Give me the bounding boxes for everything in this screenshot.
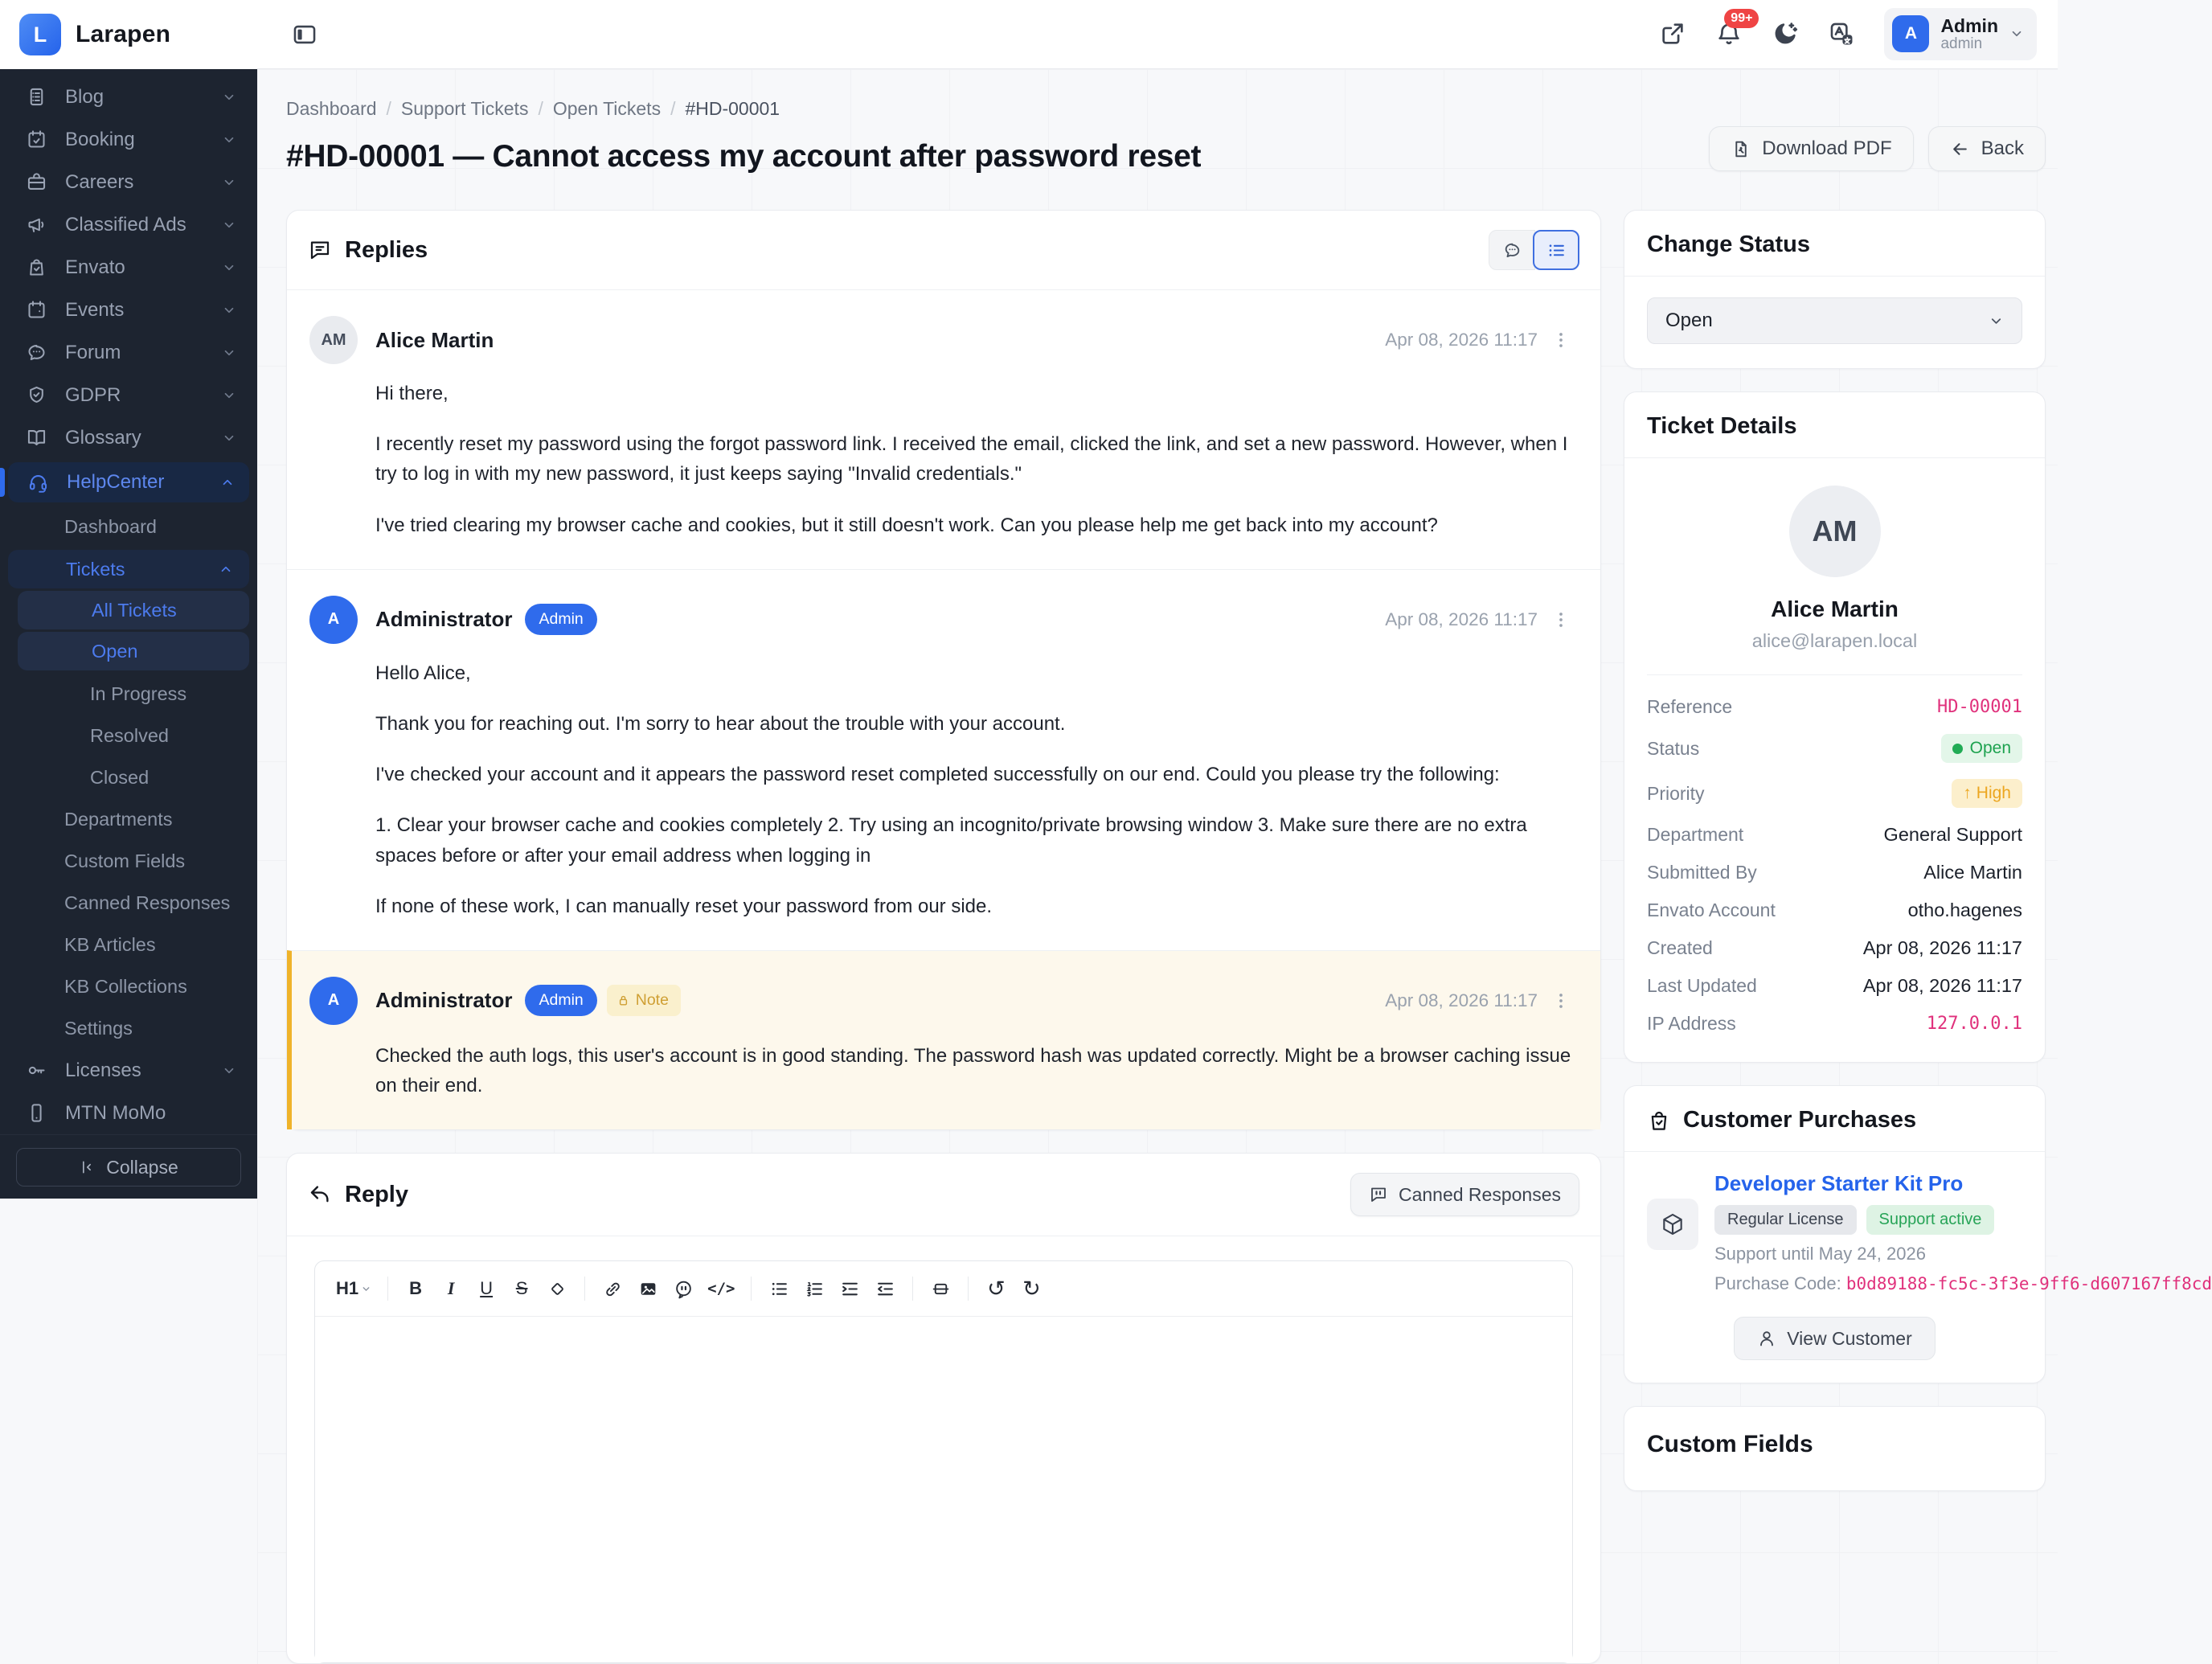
detail-row-ip-address: [1647, 1005, 2022, 1043]
main-column: [286, 210, 1601, 1664]
key-icon: [26, 1059, 47, 1081]
clear-format-button[interactable]: [539, 1271, 575, 1306]
toolbar-separator: [912, 1277, 913, 1301]
sidebar-item-label: Careers: [65, 170, 134, 193]
outdent-icon: [875, 1279, 895, 1299]
quote-button[interactable]: [666, 1271, 701, 1306]
briefcase-icon: [26, 171, 47, 193]
sidebar-item-resolved[interactable]: [0, 715, 257, 756]
chevron-down-icon: [2009, 27, 2024, 41]
bold-button[interactable]: B: [398, 1271, 433, 1306]
active-accent-bar: [0, 468, 5, 497]
underline-button[interactable]: U: [469, 1271, 504, 1306]
editor-toolbar: [315, 1261, 1572, 1317]
page-title: #HD-00001 — Cannot access my account after password reset: [286, 139, 1202, 174]
reply-meta: [1385, 609, 1571, 630]
sidebar-item-label: MTN MoMo: [65, 1101, 166, 1124]
sidebar-item-custom-fields[interactable]: [0, 840, 257, 882]
note-badge: [607, 985, 681, 1016]
sidebar-item-envato[interactable]: [0, 246, 257, 289]
detail-row-last-updated: [1647, 967, 2022, 1005]
sidebar-item-label: All Tickets: [92, 599, 177, 621]
toolbar-separator: [387, 1277, 388, 1301]
priority-badge-label: High: [1976, 784, 2011, 802]
book-open-icon: [26, 427, 47, 449]
arrow-up-icon: ↑: [1963, 784, 1972, 802]
purchase-code-label: Purchase Code:: [1714, 1273, 1841, 1293]
undo-button[interactable]: ↺: [978, 1271, 1014, 1306]
sidebar-toggle-button[interactable]: [291, 20, 320, 49]
toolbar-separator: [968, 1277, 969, 1301]
breadcrumb-dashboard[interactable]: Dashboard: [286, 98, 377, 119]
reply-date: Apr 08, 2026 11:17: [1385, 330, 1538, 350]
reply-body: [375, 379, 1571, 540]
sidebar-item-label: Closed: [90, 766, 150, 788]
purchase-code-row: [1714, 1273, 2212, 1294]
sidebar-item-settings[interactable]: [0, 1007, 257, 1049]
avatar: A: [309, 977, 358, 1025]
megaphone-icon: [26, 214, 47, 236]
purchase-name-link[interactable]: Developer Starter Kit Pro: [1714, 1171, 1964, 1195]
customer-purchases-card: [1624, 1085, 2212, 1383]
detail-label: IP Address: [1647, 1013, 1736, 1034]
breadcrumb-separator: /: [670, 98, 676, 119]
sidebar-item-label: Custom Fields: [64, 850, 186, 871]
status-select-value: Open: [1665, 309, 1713, 331]
strikethrough-button[interactable]: S: [504, 1271, 539, 1306]
customer-block: [1624, 458, 2045, 674]
download-pdf-label: Download PDF: [1762, 137, 1892, 159]
list-view-button[interactable]: [1533, 230, 1579, 270]
topbar-actions: [1659, 8, 2037, 60]
smartphone-icon: [26, 1102, 47, 1124]
detail-row-submitted-by: [1647, 854, 2022, 891]
chat-dots-icon: [26, 342, 47, 363]
customer-name: Alice Martin: [1771, 596, 1899, 621]
chevron-down-icon: [1989, 314, 2004, 329]
avatar: AM: [309, 316, 358, 364]
detail-value: Alice Martin: [1923, 862, 2022, 883]
horizontal-rule-button[interactable]: [923, 1271, 958, 1306]
status-dot: [1952, 744, 1963, 754]
reply-body: [375, 658, 1571, 921]
replies-view-toggle: [1489, 230, 1579, 270]
reply-author: Administrator: [375, 988, 513, 1013]
notification-badge: 99+: [1724, 9, 1759, 28]
chevron-up-icon: [219, 562, 233, 576]
priority-badge: [1952, 779, 2022, 808]
reply-paragraph: I've checked your account and it appears the password reset completed successfully on our end. Could you please try the following:: [375, 764, 1500, 786]
sidebar-item-label: HelpCenter: [67, 471, 165, 493]
reply-body: [375, 1041, 1571, 1100]
brand-name: Larapen: [76, 21, 171, 47]
status-badge: [1941, 734, 2022, 763]
reply-editor-card: [286, 1153, 1601, 1664]
collapse-sidebar-button[interactable]: [16, 1148, 241, 1187]
sidebar-item-mtn-momo[interactable]: [0, 1092, 257, 1134]
replies-title: Replies: [345, 236, 428, 263]
detail-label: Submitted By: [1647, 862, 1757, 883]
sidebar-item-blog[interactable]: [0, 76, 257, 118]
note-badge-label: Note: [635, 991, 669, 1010]
view-customer-label: View Customer: [1787, 1327, 1912, 1349]
reply-date: Apr 08, 2026 11:17: [1385, 990, 1538, 1010]
reply-head: [309, 316, 1571, 364]
side-column: [1624, 210, 2212, 1514]
booking-icon: [26, 129, 47, 150]
bag-check-icon: [26, 256, 47, 278]
reply-paragraph: I recently reset my password using the forgot password link. I received the email, clicked the link, and set a new password. However, when I try to log in with my new password, it just keeps saying "Invalid credentials.": [375, 433, 1568, 486]
sidebar-item-label: Envato: [65, 256, 125, 278]
reply-menu-button[interactable]: [1550, 990, 1571, 1011]
purchase-info: [1714, 1171, 2212, 1294]
reply-paragraph: Checked the auth logs, this user's account is in good standing. The password hash was updated correctly. Might be a browser caching issue on their end.: [375, 1044, 1571, 1097]
sidebar-item-label: Resolved: [90, 724, 169, 746]
reply-paragraph: Hi there,: [375, 383, 449, 404]
purchase-item: [1624, 1152, 2212, 1299]
status-select[interactable]: [1647, 297, 2022, 344]
kebab-icon: [1550, 990, 1571, 1011]
sidebar-item-label: KB Collections: [64, 975, 187, 997]
sidebar-item-label: Glossary: [65, 426, 141, 449]
bullet-list-icon: [769, 1279, 789, 1299]
detail-row-department: [1647, 816, 2022, 854]
clear-format-icon: [547, 1279, 567, 1299]
sidebar-item-label: Licenses: [65, 1059, 141, 1081]
sidebar: [0, 0, 257, 1199]
collapse-label: Collapse: [106, 1156, 178, 1178]
sidebar-item-label: KB Articles: [64, 933, 156, 955]
chevron-down-icon: [222, 388, 236, 403]
detail-value: Apr 08, 2026 11:17: [1862, 937, 2022, 958]
sidebar-item-label: Forum: [65, 341, 121, 363]
link-button[interactable]: [595, 1271, 630, 1306]
main-area: [257, 0, 2212, 1457]
detail-label: Last Updated: [1647, 975, 1757, 996]
reply-paragraph: If none of these work, I can manually reset your password from our side.: [375, 895, 993, 917]
panel-left-icon: [291, 21, 318, 48]
pdf-file-icon: [1731, 139, 1751, 159]
sidebar-item-departments[interactable]: [0, 798, 257, 840]
sidebar-item-label: Events: [65, 298, 125, 321]
sidebar-item-label: GDPR: [65, 383, 121, 406]
breadcrumb-separator: /: [538, 98, 543, 119]
calendar-icon: [26, 299, 47, 321]
outdent-button[interactable]: [867, 1271, 903, 1306]
sidebar-item-label: Booking: [65, 128, 135, 150]
chevron-up-icon: [220, 475, 235, 490]
translate-icon: [1828, 20, 1855, 47]
reply-paragraph: Thank you for reaching out. I'm sorry to hear about the trouble with your account.: [375, 712, 1066, 735]
customer-avatar: AM: [1789, 486, 1881, 577]
sidebar-item-classified-ads[interactable]: [0, 203, 257, 246]
canned-responses-label: Canned Responses: [1398, 1183, 1561, 1205]
customer-purchases-header: [1624, 1086, 2045, 1151]
ordered-list-button[interactable]: [797, 1271, 832, 1306]
license-badge: Regular License: [1714, 1205, 1857, 1235]
page-actions: [1709, 126, 2046, 171]
chevron-down-icon: [222, 90, 236, 105]
admin-badge: Admin: [525, 604, 596, 635]
redo-button[interactable]: ↻: [1014, 1271, 1049, 1306]
change-status-body: [1624, 277, 2045, 368]
sidebar-item-closed[interactable]: [0, 756, 257, 798]
detail-label: Envato Account: [1647, 900, 1776, 920]
detail-row-status: [1647, 726, 2022, 771]
customer-email: alice@larapen.local: [1751, 630, 1918, 651]
sidebar-item-all-tickets[interactable]: [18, 591, 249, 629]
avatar: A: [309, 596, 358, 644]
back-label: Back: [1981, 137, 2024, 159]
kebab-icon: [1550, 609, 1571, 630]
sidebar-item-label: Settings: [64, 1017, 133, 1039]
sidebar-item-kb-collections[interactable]: [0, 965, 257, 1007]
canned-responses-button[interactable]: [1350, 1173, 1579, 1216]
custom-fields-title: Custom Fields: [1647, 1431, 1813, 1457]
sidebar-footer: [0, 1134, 257, 1204]
bullet-list-button[interactable]: [761, 1271, 797, 1306]
reply-author: Administrator: [375, 607, 513, 632]
person-icon: [1757, 1329, 1776, 1348]
sidebar-item-forum[interactable]: [0, 331, 257, 374]
heading-label: H1: [336, 1278, 359, 1299]
chevron-down-icon: [361, 1284, 371, 1294]
open-frontend-button[interactable]: [1659, 19, 1688, 48]
custom-fields-card: [1624, 1406, 2046, 1491]
breadcrumb-open-tickets[interactable]: Open Tickets: [552, 98, 662, 119]
reply-meta: [1385, 330, 1571, 350]
reply-menu-button[interactable]: [1550, 609, 1571, 630]
reply-item-note: [287, 950, 1600, 1129]
moon-icon: [1772, 20, 1799, 47]
sidebar-item-helpcenter[interactable]: [8, 462, 249, 502]
chevron-down-icon: [222, 303, 236, 318]
content: [257, 69, 2212, 1664]
collapse-icon: [79, 1159, 95, 1175]
chat-bubble-icon: [1502, 240, 1522, 260]
sidebar-item-label: Classified Ads: [65, 213, 186, 236]
sidebar-item-tickets[interactable]: [8, 550, 249, 588]
reply-paragraph: I've tried clearing my browser cache and cookies, but it still doesn't work. Can you please help me get back into my account?: [375, 514, 1438, 536]
brand-logo: L: [19, 14, 61, 55]
horizontal-rule-icon: [931, 1279, 951, 1299]
breadcrumb-current: #HD-00001: [685, 98, 780, 119]
user-avatar: A: [1892, 15, 1929, 52]
replies-icon: [308, 238, 332, 262]
topbar: [257, 0, 2058, 69]
support-active-badge: Support active: [1866, 1205, 1995, 1235]
user-name: Admin: [1940, 14, 1998, 36]
code-button[interactable]: </>: [701, 1271, 741, 1306]
sidebar-item-gdpr[interactable]: [0, 374, 257, 416]
ticket-detail-rows: [1624, 675, 2045, 1062]
back-button[interactable]: [1928, 126, 2046, 171]
view-customer-wrap: [1624, 1299, 2045, 1383]
sidebar-item-label: Departments: [64, 808, 173, 830]
bag-icon: [1647, 1109, 1671, 1133]
sidebar-item-booking[interactable]: [0, 118, 257, 161]
reply-arrow-icon: [308, 1182, 332, 1207]
sidebar-item-label: In Progress: [90, 682, 187, 704]
change-status-title: Change Status: [1647, 232, 1811, 257]
reply-editor-title: Reply: [345, 1181, 408, 1207]
arrow-left-icon: [1950, 139, 1970, 159]
detail-label: Status: [1647, 737, 1700, 759]
reply-meta: [1385, 990, 1571, 1011]
view-customer-button[interactable]: [1734, 1317, 1936, 1360]
kebab-icon: [1550, 330, 1571, 350]
reply-item: [287, 569, 1600, 950]
chevron-down-icon: [222, 431, 236, 445]
download-pdf-button[interactable]: [1709, 126, 1913, 171]
image-icon: [638, 1279, 658, 1299]
ordered-list-icon: [805, 1279, 825, 1299]
reply-editor-header: [287, 1154, 1600, 1236]
change-status-header: [1624, 211, 2045, 276]
sidebar-item-events[interactable]: [0, 289, 257, 331]
user-role: admin: [1940, 35, 1983, 53]
editor-box: [314, 1260, 1573, 1663]
sidebar-item-kb-articles[interactable]: [0, 924, 257, 965]
toolbar-separator: [584, 1277, 585, 1301]
chevron-down-icon: [222, 218, 236, 232]
notifications-button[interactable]: [1715, 11, 1753, 48]
support-until: Support until May 24, 2026: [1714, 1244, 1926, 1264]
indent-icon: [840, 1279, 860, 1299]
chevron-down-icon: [222, 260, 236, 275]
reply-item: [287, 290, 1600, 569]
reply-date: Apr 08, 2026 11:17: [1385, 609, 1538, 629]
detail-row-reference: [1647, 688, 2022, 726]
sidebar-item-licenses[interactable]: [0, 1049, 257, 1092]
sidebar-item-open[interactable]: [18, 632, 249, 670]
ticket-details-title: Ticket Details: [1647, 413, 1797, 439]
language-button[interactable]: [1828, 19, 1857, 48]
sidebar-item-canned-responses[interactable]: [0, 882, 257, 924]
detail-row-created: [1647, 929, 2022, 967]
reply-paragraph: 1. Clear your browser cache and cookies completely 2. Try using an incognito/private browsing window 3. Make sure there are no extra spaces before or after your email address when logging in: [375, 814, 1527, 867]
detail-label: Department: [1647, 824, 1744, 845]
page-head-left: [286, 98, 1201, 174]
reply-paragraph: Hello Alice,: [375, 662, 471, 684]
replies-header: [287, 211, 1600, 289]
reply-editor-input[interactable]: [315, 1317, 1572, 1662]
user-menu[interactable]: [1884, 8, 2037, 60]
headset-icon: [27, 472, 49, 494]
sidebar-item-dashboard[interactable]: [0, 506, 257, 547]
sidebar-item-label: Open: [92, 640, 138, 662]
purchase-badges: [1714, 1205, 2022, 1235]
ticket-details-header: [1624, 392, 2045, 457]
blog-icon: [26, 86, 47, 108]
customer-purchases-title: Customer Purchases: [1683, 1107, 1917, 1133]
page-head: [286, 98, 2046, 174]
detail-row-priority: [1647, 771, 2022, 816]
package-icon: [1647, 1199, 1698, 1250]
sidebar-item-glossary[interactable]: [0, 416, 257, 459]
replies-card: [286, 210, 1601, 1130]
sidebar-nav: [0, 69, 257, 1134]
quote-icon: [674, 1279, 694, 1299]
change-status-card: [1624, 210, 2046, 369]
sidebar-item-label: Blog: [65, 85, 104, 108]
dark-mode-button[interactable]: [1772, 19, 1800, 48]
chevron-down-icon: [222, 1064, 236, 1078]
columns: [286, 210, 2212, 1664]
detail-row-envato-account: [1647, 891, 2022, 929]
reply-author: Alice Martin: [375, 327, 494, 352]
user-info: [1940, 15, 1998, 53]
detail-label: Priority: [1647, 782, 1705, 804]
chat-view-button[interactable]: [1489, 230, 1535, 270]
italic-button[interactable]: I: [433, 1271, 469, 1306]
chevron-down-icon: [222, 346, 236, 360]
brand[interactable]: [0, 0, 257, 69]
status-badge-label: Open: [1969, 739, 2011, 757]
sidebar-item-careers[interactable]: [0, 161, 257, 203]
link-icon: [603, 1279, 623, 1299]
detail-value: otho.hagenes: [1907, 900, 2022, 920]
purchase-code-value: b0d89188-fc5c-3f3e-9ff6-d607167ff8cd: [1845, 1274, 2212, 1293]
toolbar-separator: [751, 1277, 752, 1301]
detail-label: Reference: [1647, 696, 1733, 717]
reply-head: [309, 596, 1571, 644]
detail-value: HD-00001: [1937, 697, 2022, 717]
breadcrumb: [286, 98, 1201, 120]
chevron-down-icon: [222, 133, 236, 147]
chevron-down-icon: [222, 175, 236, 190]
breadcrumb-separator: /: [386, 98, 391, 119]
detail-value: Apr 08, 2026 11:17: [1862, 975, 2022, 996]
detail-value: 127.0.0.1: [1926, 1014, 2022, 1034]
detail-value: General Support: [1883, 824, 2022, 845]
sidebar-item-in-progress[interactable]: [0, 673, 257, 715]
reply-menu-button[interactable]: [1550, 330, 1571, 350]
heading-button[interactable]: [330, 1271, 378, 1306]
detail-label: Created: [1647, 937, 1713, 958]
sidebar-item-label: Tickets: [66, 558, 125, 580]
indent-button[interactable]: [832, 1271, 867, 1306]
breadcrumb-support-tickets[interactable]: Support Tickets: [400, 98, 529, 119]
sidebar-item-label: Canned Responses: [64, 891, 231, 913]
shield-check-icon: [26, 384, 47, 406]
image-button[interactable]: [630, 1271, 666, 1306]
editor-wrap: [287, 1236, 1600, 1663]
ticket-details-card: [1624, 391, 2046, 1063]
reply-head: [309, 977, 1571, 1025]
external-link-icon: [1659, 20, 1686, 47]
canned-responses-icon: [1369, 1185, 1388, 1204]
admin-badge: Admin: [525, 985, 596, 1016]
lock-icon: [616, 994, 630, 1007]
sidebar-item-label: Dashboard: [64, 515, 157, 537]
list-view-icon: [1546, 240, 1567, 260]
